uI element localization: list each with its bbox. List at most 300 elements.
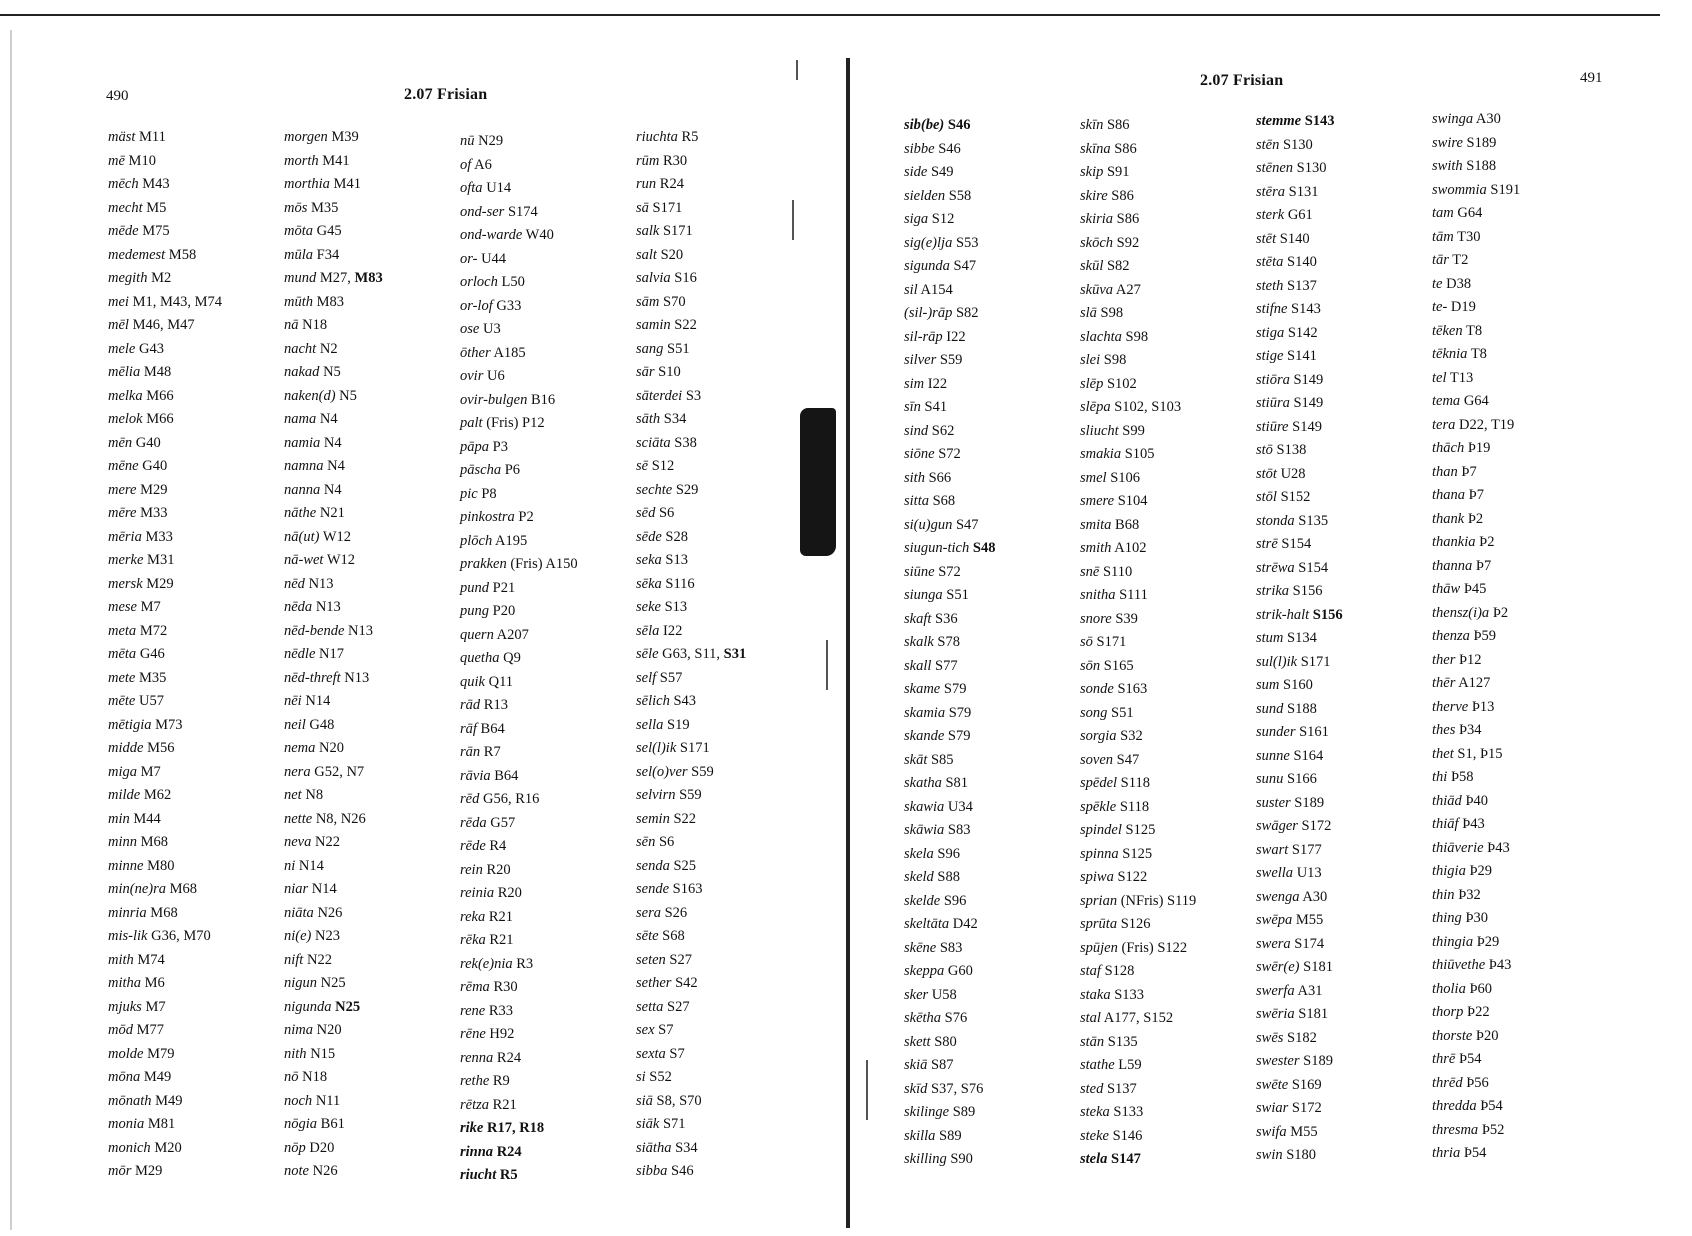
headword: swēte (1256, 1076, 1289, 1093)
headword: sul(l)ik (1256, 653, 1298, 670)
headword: skilla (904, 1127, 936, 1144)
index-entry (460, 389, 578, 413)
headword: sel(l)ik (636, 740, 677, 756)
headword: stēn (1256, 136, 1280, 153)
reference: Þ19 (1467, 440, 1491, 456)
reference: Þ32 (1458, 886, 1481, 903)
index-entry (1080, 537, 1196, 561)
reference: I22 (927, 375, 948, 392)
index-entry (1432, 884, 1520, 908)
index-entry (904, 561, 995, 585)
reference: N5 (339, 387, 357, 404)
headword: thes (1432, 722, 1456, 738)
index-entry (1432, 461, 1520, 485)
reference: G40 (135, 434, 161, 451)
index-entry (1080, 796, 1196, 820)
headword: skaft (904, 610, 932, 627)
reference: G56, R16 (482, 791, 540, 807)
reference: I22 (946, 328, 966, 345)
headword: minne (108, 857, 144, 874)
reference: A207 (496, 626, 529, 643)
index-entry (636, 690, 746, 714)
headword: skīd (904, 1080, 928, 1097)
index-entry (108, 690, 222, 714)
reference: S76 (944, 1010, 968, 1026)
headword: sig(e)lja (904, 234, 953, 251)
index-entry (284, 573, 383, 597)
headword: ther (1432, 651, 1456, 668)
headword: swinga (1432, 111, 1474, 127)
headword: soven (1080, 751, 1114, 768)
index-entry (1256, 956, 1343, 980)
headword: thensz(i)a (1432, 604, 1490, 621)
headword: slēpa (1080, 399, 1111, 415)
headword: stum (1256, 630, 1284, 646)
headword: thenza (1432, 628, 1470, 644)
reference: S86 (1116, 211, 1140, 227)
index-entry (904, 819, 995, 843)
index-entry (284, 173, 383, 197)
index-entry (636, 643, 746, 667)
headword: merke (108, 552, 144, 568)
index-entry (108, 455, 222, 479)
reference: S182 (1287, 1029, 1317, 1046)
headword: seka (636, 552, 662, 568)
headword: mjuks (108, 998, 142, 1015)
headword: sēlich (636, 693, 670, 709)
headword: seke (636, 599, 661, 615)
index-entry (460, 624, 578, 648)
headword: plōch (460, 532, 493, 549)
index-entry (108, 761, 222, 785)
reference: B64 (494, 767, 519, 784)
reference: N17 (319, 646, 345, 662)
index-entry (284, 784, 383, 808)
reference: S98 (1103, 352, 1127, 368)
reference: M1, M43, M74 (132, 293, 222, 310)
reference: N14 (305, 693, 331, 709)
index-entry (108, 479, 222, 503)
reference: S72 (938, 446, 961, 462)
index-entry (108, 996, 222, 1020)
reference: S160 (1283, 677, 1313, 693)
index-entry (1432, 155, 1520, 179)
reference: S27 (667, 998, 690, 1015)
headword: sēte (636, 928, 659, 944)
index-entry (460, 553, 578, 577)
headword: siā (636, 1092, 653, 1109)
index-entry (460, 812, 578, 836)
reference: S181 (1298, 1006, 1329, 1022)
reference: M2 (151, 270, 172, 286)
index-entry (904, 584, 995, 608)
reference: N26 (317, 904, 343, 921)
reference: U58 (931, 986, 957, 1003)
reference: S96 (943, 892, 967, 909)
index-column (460, 130, 578, 1188)
index-entry (108, 314, 222, 338)
index-entry (1432, 719, 1520, 743)
reference: Þ30 (1465, 910, 1489, 926)
headword: sielden (904, 187, 946, 204)
index-entry (1256, 839, 1343, 863)
headword: nā(ut) (284, 528, 320, 545)
index-entry (904, 279, 995, 303)
headword: renna (460, 1049, 494, 1066)
reference: S79 (943, 681, 967, 697)
reference: R7 (483, 744, 501, 760)
index-entry (284, 1066, 383, 1090)
reference: P21 (492, 579, 516, 596)
index-entry (636, 808, 746, 832)
reference: N26 (312, 1163, 338, 1179)
headword: sunder (1256, 724, 1296, 740)
reference: D19 (1450, 299, 1476, 315)
index-entry (284, 244, 383, 268)
index-entry (108, 361, 222, 385)
index-entry (636, 1043, 746, 1067)
reference: S149 (1292, 418, 1322, 435)
index-entry (636, 620, 746, 644)
reference: Þ54 (1480, 1098, 1503, 1114)
index-entry (904, 960, 995, 984)
headword: melka (108, 387, 143, 404)
headword: thrē (1432, 1051, 1456, 1067)
index-entry (636, 596, 746, 620)
reference: S128 (1104, 963, 1135, 979)
reference: S172 (1301, 818, 1332, 834)
index-entry (108, 197, 222, 221)
headword: skilling (904, 1151, 947, 1167)
reference: A30 (1302, 888, 1328, 905)
reference: S102 (1106, 375, 1137, 392)
index-entry (1080, 1031, 1196, 1055)
reference: M43 (142, 176, 170, 192)
reference: S163 (672, 881, 703, 897)
index-entry (1256, 533, 1343, 557)
headword: thiāverie (1432, 839, 1484, 856)
reference: S143 (1291, 301, 1321, 317)
index-entry (904, 631, 995, 655)
headword: orloch (460, 274, 498, 290)
reference: S59 (679, 787, 702, 803)
headword: thank (1432, 510, 1465, 527)
reference: S171 (679, 740, 710, 756)
headword: snore (1080, 610, 1112, 627)
index-entry (460, 271, 578, 295)
headword: net (284, 787, 302, 803)
reference: M80 (147, 857, 175, 874)
index-entry (636, 1137, 746, 1161)
headword: skāwia (904, 822, 945, 838)
reference: S51 (667, 340, 690, 357)
reference: S164 (1293, 747, 1324, 764)
headword: smakia (1080, 446, 1122, 462)
reference: S137 (1106, 1080, 1137, 1097)
reference: D22, T19 (1458, 416, 1515, 433)
headword: ose (460, 321, 480, 337)
reference: B61 (320, 1116, 345, 1132)
reference: S13 (665, 552, 688, 568)
reference: N22 (306, 951, 332, 968)
reference: S171 (662, 223, 693, 239)
index-entry (108, 1019, 222, 1043)
reference: S135 (1107, 1033, 1138, 1050)
reference-bold: S143 (1304, 113, 1335, 129)
headword: sēka (636, 575, 662, 592)
reference: N13 (315, 599, 341, 615)
reference: S152 (1280, 489, 1311, 505)
reference: R21 (489, 932, 514, 948)
headword: mūla (284, 246, 313, 263)
headword: mitha (108, 975, 142, 991)
index-entry (636, 197, 746, 221)
index-entry (1432, 555, 1520, 579)
reference: S98 (1125, 328, 1149, 345)
reference: Þ7 (1475, 557, 1492, 574)
headword: seten (636, 951, 666, 968)
headword: ni(e) (284, 928, 312, 944)
index-entry (904, 655, 995, 679)
reference: U14 (486, 180, 512, 196)
reference: S20 (660, 246, 684, 263)
index-entry (1432, 1119, 1520, 1143)
headword: sprūta (1080, 916, 1118, 932)
reference: N13 (344, 669, 370, 686)
headword: siātha (636, 1139, 672, 1156)
reference: (Fris) S122 (1121, 939, 1188, 956)
reference: U57 (139, 693, 164, 709)
reference: S39 (1115, 610, 1138, 627)
index-entry (636, 902, 746, 926)
index-entry (460, 1164, 578, 1188)
reference: S177 (1291, 841, 1322, 858)
headword: quern (460, 626, 494, 643)
headword: mēne (108, 458, 139, 474)
headword: rāf (460, 720, 477, 737)
reference-bold: R24 (496, 1143, 522, 1160)
index-entry (1080, 1078, 1196, 1102)
reference: M81 (147, 1116, 176, 1132)
headword: skalk (904, 634, 934, 650)
reference: S165 (1103, 657, 1134, 674)
index-entry (636, 573, 746, 597)
index-entry (460, 342, 578, 366)
index-entry (1256, 392, 1343, 416)
reference: S126 (1120, 916, 1151, 932)
index-entry (1432, 743, 1520, 767)
reference: M55 (1290, 1123, 1318, 1140)
reference: M33 (140, 505, 168, 521)
index-entry (460, 201, 578, 225)
index-entry (904, 161, 995, 185)
reference: P6 (504, 462, 521, 478)
index-column (1256, 110, 1343, 1168)
headword: thingia (1432, 933, 1474, 950)
headword: ni (284, 857, 296, 874)
reference: M11 (139, 129, 166, 145)
reference: M6 (144, 975, 165, 991)
reference: S68 (662, 928, 685, 944)
headword: quetha (460, 650, 500, 666)
headword: note (284, 1163, 309, 1179)
headword: sella (636, 716, 664, 733)
index-entry (460, 741, 578, 765)
reference: S12 (651, 458, 675, 474)
index-entry (1080, 702, 1196, 726)
reference: S6 (658, 834, 675, 850)
index-entry (284, 291, 383, 315)
reference: S32 (1120, 728, 1143, 744)
index-entry (460, 1000, 578, 1024)
headword: side (904, 164, 928, 180)
index-entry (1080, 984, 1196, 1008)
reference: M39 (331, 129, 359, 145)
reference: M31 (147, 552, 175, 568)
headword: siāk (636, 1116, 660, 1132)
headword: mēre (108, 505, 137, 521)
headword: skētha (904, 1010, 942, 1026)
index-column (1080, 114, 1196, 1172)
headword: stiūra (1256, 395, 1290, 411)
reference: G52, N7 (314, 763, 365, 780)
reference: M55 (1295, 912, 1324, 928)
index-entry (1080, 326, 1196, 350)
index-entry (1256, 322, 1343, 346)
reference: S125 (1125, 822, 1156, 838)
index-entry (284, 831, 383, 855)
reference: R24 (496, 1049, 522, 1066)
headword: niāta (284, 904, 314, 921)
reference: S172 (1291, 1100, 1322, 1116)
reference: M83 (316, 293, 345, 310)
reference: S22 (674, 317, 697, 333)
headword: thredda (1432, 1098, 1477, 1114)
reference-bold: S31 (723, 646, 747, 662)
index-entry (460, 577, 578, 601)
index-entry (460, 953, 578, 977)
headword: morthia (284, 176, 330, 192)
index-entry (636, 244, 746, 268)
headword: spindel (1080, 822, 1122, 838)
index-entry (1432, 226, 1520, 250)
reference: N14 (298, 857, 324, 874)
reference: S34 (663, 411, 687, 427)
index-entry (904, 185, 995, 209)
headword: nette (284, 810, 313, 827)
headword: rēda (460, 814, 487, 831)
reference: S130 (1296, 160, 1327, 176)
index-entry (904, 490, 995, 514)
reference: S82 (1106, 258, 1130, 274)
index-entry (636, 831, 746, 855)
reference: S90 (950, 1151, 973, 1167)
headword: smere (1080, 493, 1115, 509)
index-entry (1080, 114, 1196, 138)
headword: ōther (460, 344, 491, 361)
headword: skeld (904, 869, 934, 885)
index-entry (284, 925, 383, 949)
reference: S163 (1117, 681, 1148, 697)
reference: S51 (946, 587, 969, 603)
index-entry (1256, 510, 1343, 534)
headword: sēla (636, 622, 660, 639)
index-entry (1256, 886, 1343, 910)
index-entry (460, 1141, 578, 1165)
headword: semin (636, 810, 670, 827)
reference: A177, S152 (1103, 1010, 1174, 1026)
reference: Þ2 (1479, 534, 1495, 550)
index-entry (1256, 721, 1343, 745)
headword: rēne (460, 1026, 486, 1042)
reference: S174 (507, 203, 538, 220)
reference: S189 (1466, 134, 1497, 151)
index-entry (284, 361, 383, 385)
reference: S81 (945, 775, 969, 791)
index-entry (636, 667, 746, 691)
index-entry (1256, 181, 1343, 205)
reference: M68 (150, 904, 178, 921)
index-entry (108, 1043, 222, 1067)
reference: N22 (315, 834, 340, 850)
headword: (sil-)rāp (904, 305, 953, 321)
reference-bold: S147 (1111, 1151, 1141, 1167)
headword: stēra (1256, 183, 1285, 200)
index-entry (1256, 439, 1343, 463)
reference: Þ43 (1487, 839, 1510, 856)
index-entry (108, 831, 222, 855)
reference: Þ52 (1481, 1121, 1505, 1138)
headword: swēpa (1256, 912, 1293, 928)
index-entry (108, 267, 222, 291)
headword: nakad (284, 364, 320, 380)
headword: reka (460, 908, 486, 925)
index-entry (284, 220, 383, 244)
page-number: 491 (1580, 70, 1603, 86)
reference: G33 (496, 297, 522, 314)
reference: S154 (1281, 536, 1312, 552)
reference: S89 (952, 1104, 976, 1120)
index-entry (1080, 819, 1196, 843)
headword: smel (1080, 469, 1107, 486)
reference: P3 (492, 438, 508, 455)
index-entry (284, 690, 383, 714)
reference: A31 (1297, 982, 1323, 999)
index-entry (1432, 320, 1520, 344)
index-entry (1080, 1101, 1196, 1125)
reference: S171 (1096, 634, 1127, 650)
reference: D42 (952, 916, 978, 932)
reference: T8 (1470, 346, 1487, 362)
reference: R33 (488, 1002, 514, 1019)
reference: Þ45 (1463, 581, 1487, 597)
reference: M48 (143, 364, 172, 380)
reference: M74 (137, 951, 165, 968)
index-entry (460, 600, 578, 624)
reference: U13 (1296, 865, 1322, 881)
index-entry (1432, 108, 1520, 132)
headword: sunne (1256, 747, 1290, 764)
headword: sted (1080, 1080, 1104, 1097)
headword: sibba (636, 1163, 668, 1179)
index-entry (1080, 279, 1196, 303)
index-entry (636, 267, 746, 291)
headword: swēria (1256, 1006, 1295, 1022)
index-entry (1080, 1125, 1196, 1149)
headword: sende (636, 881, 670, 897)
headword: sōn (1080, 657, 1101, 674)
reference: N11 (315, 1092, 341, 1109)
